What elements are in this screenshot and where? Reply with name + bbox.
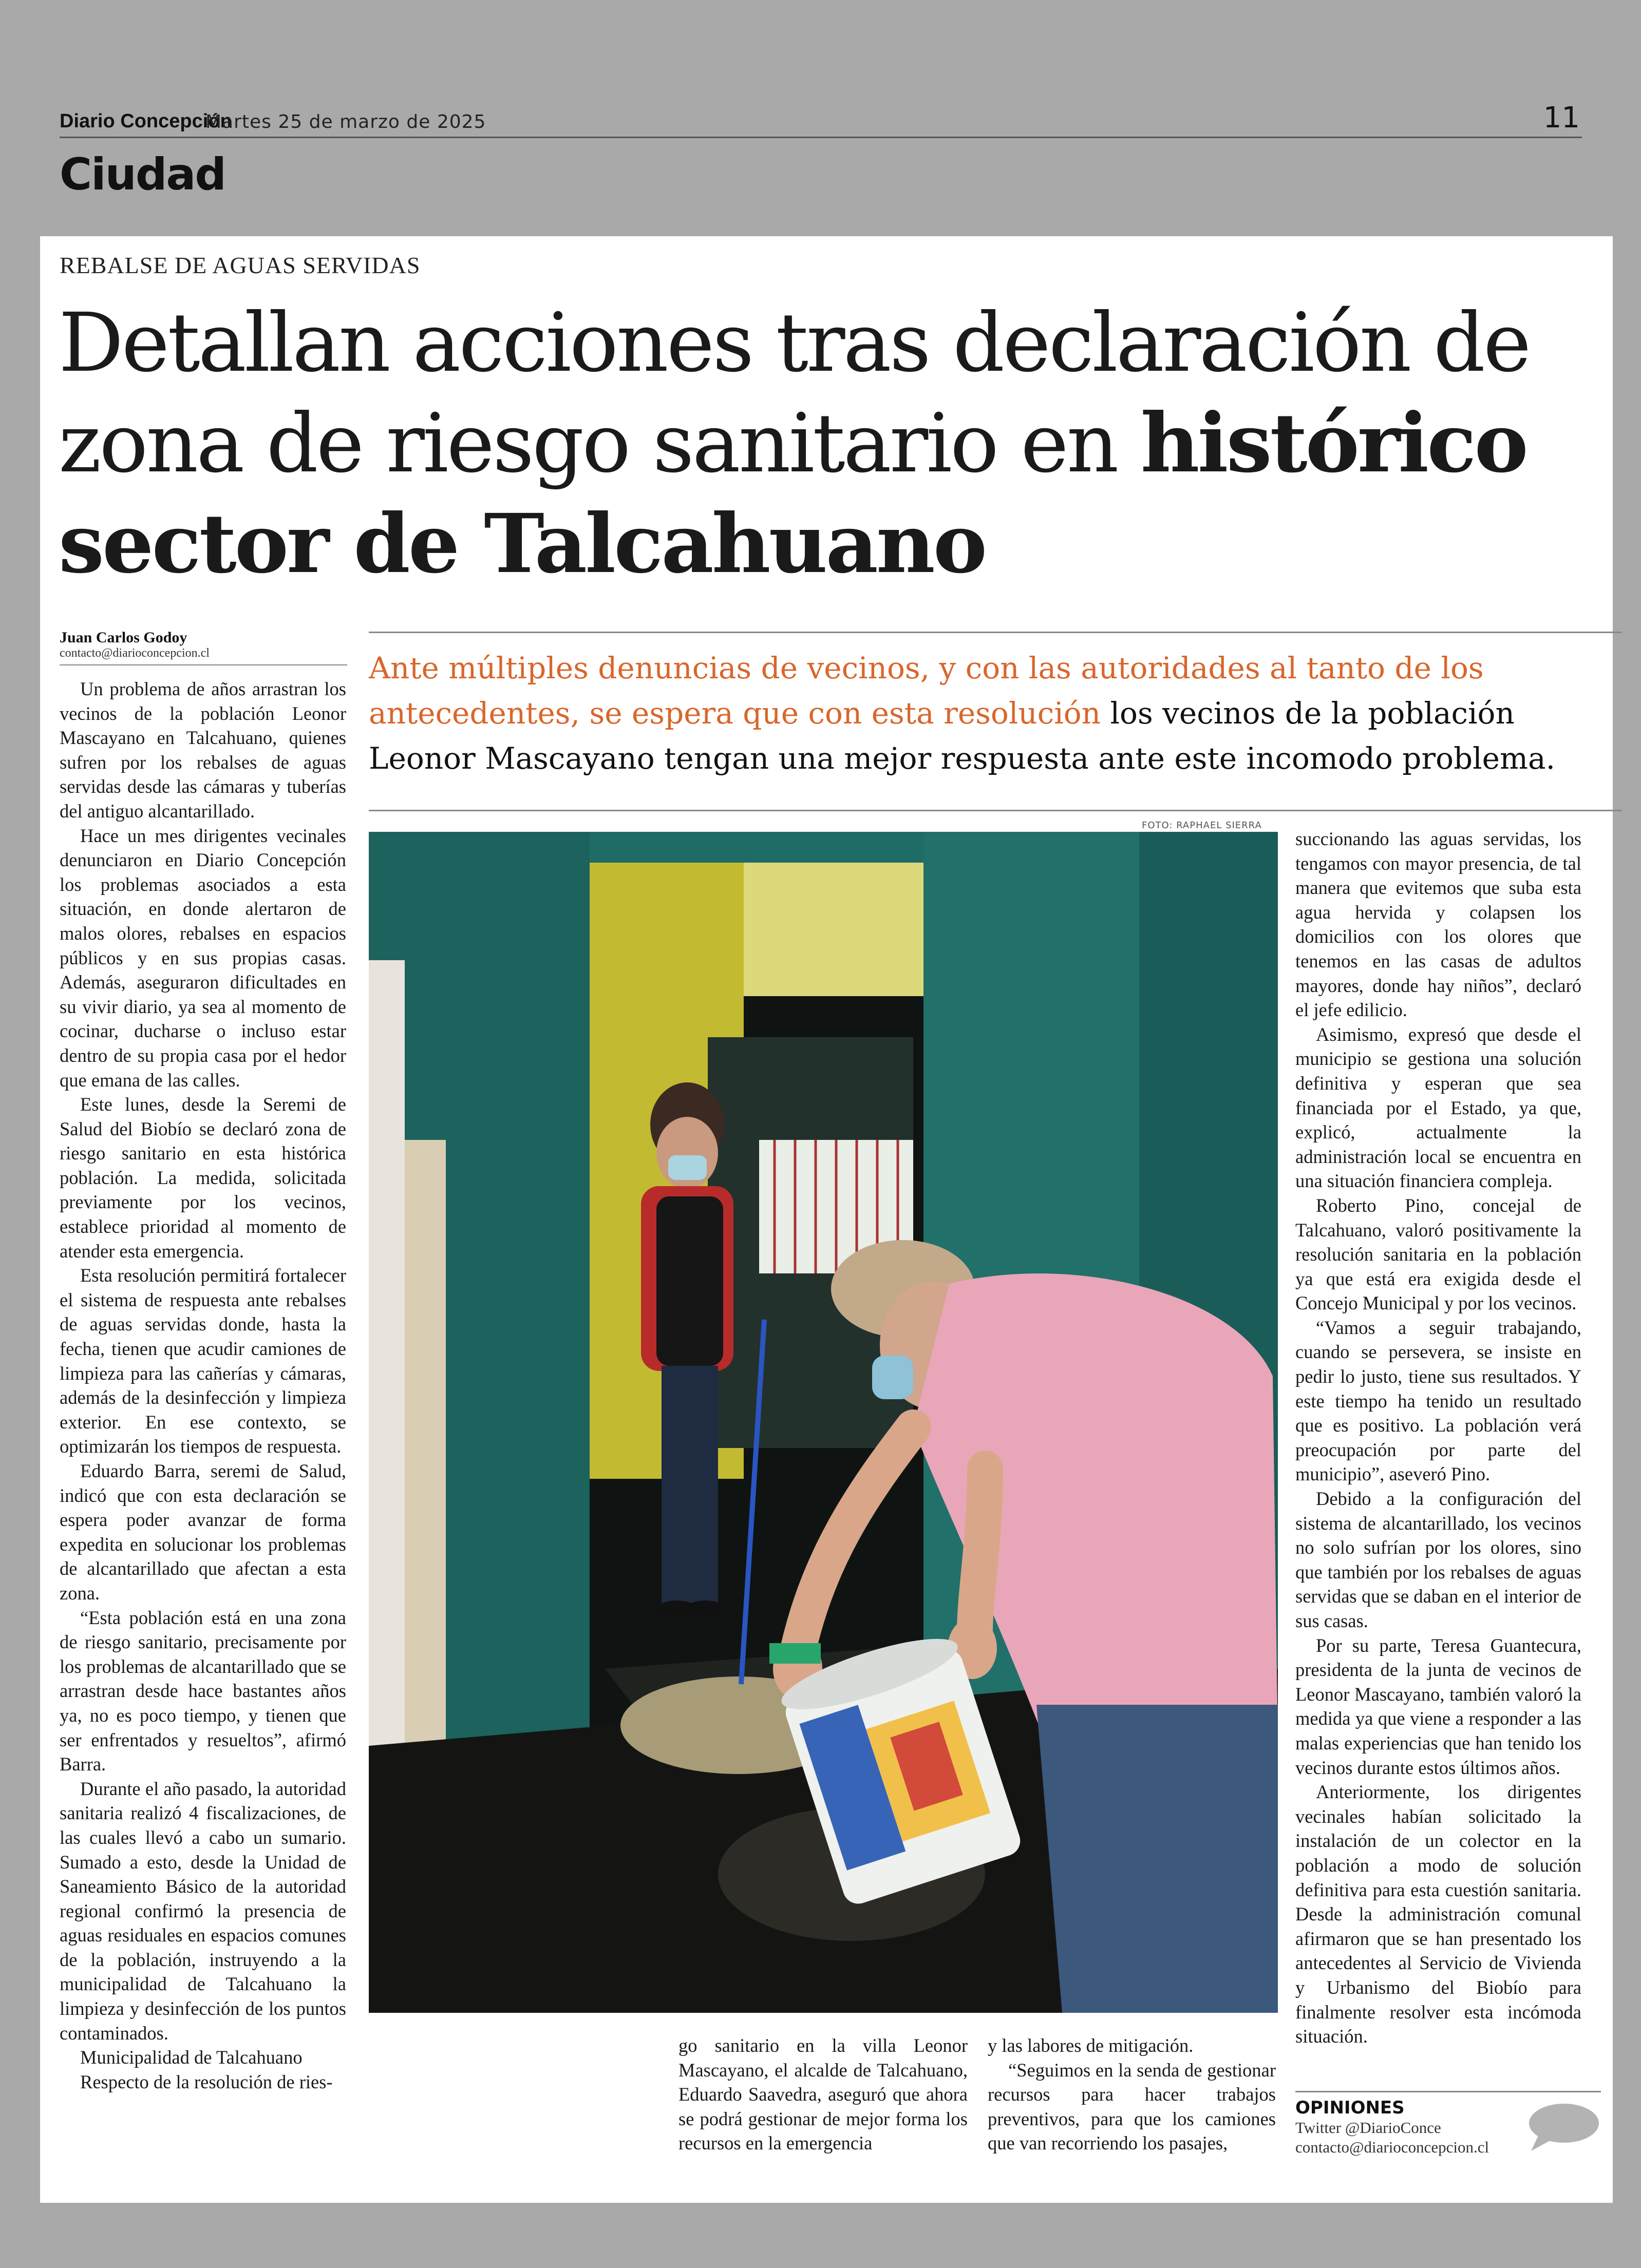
paragraph: Eduardo Barra, seremi de Salud, indicó que con esta declaración se espera poder avanzar de forma expedita en solucionar los problemas de alcantarillado que afectan a esta zona. (60, 1460, 346, 1604)
paragraph: “Vamos a seguir trabajando, cuando se persevera, se insiste en pedir lo justo, tiene sus resultados. Y este tiempo ha tenido un resultado que es positivo. La población verá preocupación por parte del municipio”, aseveró Pino. (1295, 1317, 1581, 1485)
headline (59, 293, 1589, 595)
paragraph: “Esta población está en una zona de riesgo sanitario, precisamente por los problemas de alcantarillado que se arrastran desde hace bastantes años ya, no es poco tiempo, y tienen que ser enfrentados y resueltos”, afirmó Barra. (60, 1607, 346, 1775)
paragraph: Un problema de años arrastran los vecinos de la población Leonor Mascayano en Talcahuano, quienes sufren por los rebalses de aguas servidas desde las cámaras y tuberías del antiguo alcantarillado. (60, 678, 346, 822)
dek-text: los vecinos de la población Leonor Mascayano tengan una mejor respuesta ante este incomodo problema. (369, 696, 1556, 776)
headline-line-3 (59, 494, 1589, 595)
body-column-4 (1295, 827, 1581, 2049)
paragraph: Durante el año pasado, la autoridad sanitaria realizó 4 fiscalizaciones, de las cuales llevó a cabo un sumario. Sumado a esto, desde la Unidad de Saneamiento Básico de la autoridad regional confirmó la presencia de aguas residuales en espacios comunes de la población, instruyendo a la municipalidad de Talcahuano la limpieza y desinfección de los puntos contaminados. (60, 1778, 346, 2044)
opinions-email[interactable]: contacto@diarioconcepcion.cl (1295, 2138, 1489, 2156)
headline-line-2 (59, 393, 1589, 494)
author-name: Juan Carlos Godoy (60, 629, 187, 646)
paragraph: Esta resolución permitirá fortalecer el sistema de respuesta ante rebalses de aguas servidas donde, hasta la fecha, tienen que acudir camiones de limpieza para las cañerías y cámaras, además de la desinfección y limpieza exterior. En ese contexto, se optimizarán los tiempos de respuesta. (60, 1265, 346, 1457)
page-number: 11 (1543, 101, 1580, 135)
paragraph: Asimismo, expresó que desde el municipio se gestiona una solución definitiva y esperan que sea financiada por el Estado, ya que, explicó, actualmente la administración local se encuentra en una situación financiera compleja. (1295, 1023, 1581, 1192)
speech-bubble-icon (1524, 2102, 1601, 2153)
body-column-3 (988, 2033, 1276, 2156)
dek (369, 632, 1622, 811)
kicker: REBALSE DE AGUAS SERVIDAS (60, 252, 421, 278)
paragraph: Este lunes, desde la Seremi de Salud del Biobío se declaró zona de riesgo sanitario en esta histórica población. La medida, solicitada previamente por los vecinos, establece prioridad al momento de atender esta emergencia. (60, 1094, 346, 1262)
article-photo (369, 832, 1278, 2013)
opinions-box (1295, 2091, 1601, 2157)
byline (60, 629, 347, 665)
author-email: contacto@diarioconcepcion.cl (60, 646, 210, 660)
opinions-twitter[interactable]: Twitter @DiarioConce (1295, 2119, 1441, 2137)
headline-line-3-bold: sector de Talcahuano (59, 497, 986, 592)
issue-date: Martes 25 de marzo de 2025 (205, 111, 486, 132)
paragraph: Hace un mes dirigentes vecinales denunciaron en Diario Concepción los problemas asociados a esta situación, en donde alertaron de malos olores, rebalses en espacios públicos y en sus propias casas. Además, aseguraron dificultades en su vivir diario, ya sea al momento de cocinar, ducharse o incluso estar dentro de su propia casa por el hedor que emana de las calles. (60, 825, 346, 1091)
paragraph: Debido a la configuración del sistema de alcantarillado, los vecinos no solo sufrían por los olores, sino que también por los rebalses de aguas servidas que se daban en el interior de sus casas. (1295, 1488, 1581, 1631)
article-sheet (40, 236, 1613, 2203)
subheading: Municipalidad de Talcahuano (80, 2047, 303, 2068)
newspaper-name: Diario Concepción (60, 110, 232, 132)
photo-credit: FOTO: RAPHAEL SIERRA (1142, 820, 1262, 831)
paragraph: go sanitario en la villa Leonor Mascayano, el alcalde de Talcahuano, Eduardo Saavedra, aseguró que ahora se podrá gestionar de mejor forma los recursos en la emergencia (678, 2035, 968, 2154)
body-column-2 (678, 2033, 968, 2156)
paragraph: succionando las aguas servidas, los tengamos con mayor presencia, de tal manera que evitemos que suba esta agua hervida y colapsen los domicilios con los olores que tenemos en las casas de adultos mayores, donde hay niños”, declaró el jefe edilicio. (1295, 828, 1581, 1021)
paragraph: Roberto Pino, concejal de Talcahuano, valoró positivamente la resolución sanitaria en la población ya que está era exigida desde el Concejo Municipal y por los vecinos. (1295, 1194, 1581, 1314)
dek-highlight: Ante múltiples denuncias de vecinos, y con las autoridades al tanto de los antecedentes, se espera que con esta resolución (369, 651, 1484, 731)
paragraph: Anteriormente, los dirigentes vecinales habían solicitado la instalación de un colector en la población a modo de solución definitiva para esta cuestión sanitaria. Desde la administración comunal afirmaron que se han presentado los antecedentes al Servicio de Vivienda y Urbanismo del Biobío para finalmente resolver esta incómoda situación. (1295, 1781, 1581, 2047)
opinions-title: OPINIONES (1295, 2098, 1405, 2118)
paragraph: Respecto de la resolución de ries- (80, 2071, 333, 2092)
headline-line-2-bold: histórico (1140, 396, 1526, 491)
body-column-1 (60, 677, 346, 2094)
section-title: Ciudad (60, 149, 225, 200)
paragraph: Por su parte, Teresa Guantecura, presidenta de la junta de vecinos de Leonor Mascayano, también valoró la medida ya que viene a responder a las malas experiencias que han tenido los vecinos durante estos últimos años. (1295, 1634, 1581, 1778)
masthead (60, 101, 1582, 138)
headline-line-1: Detallan acciones tras declaración de (59, 296, 1530, 390)
photo-illustration (369, 832, 1278, 2013)
paragraph: y las labores de mitigación. (988, 2035, 1194, 2056)
paragraph: “Seguimos en la senda de gestionar recursos para hacer trabajos preventivos, para que los camiones que van recorriendo los pasajes, (988, 2059, 1276, 2154)
headline-line-2-regular: zona de riesgo sanitario en (59, 396, 1141, 491)
